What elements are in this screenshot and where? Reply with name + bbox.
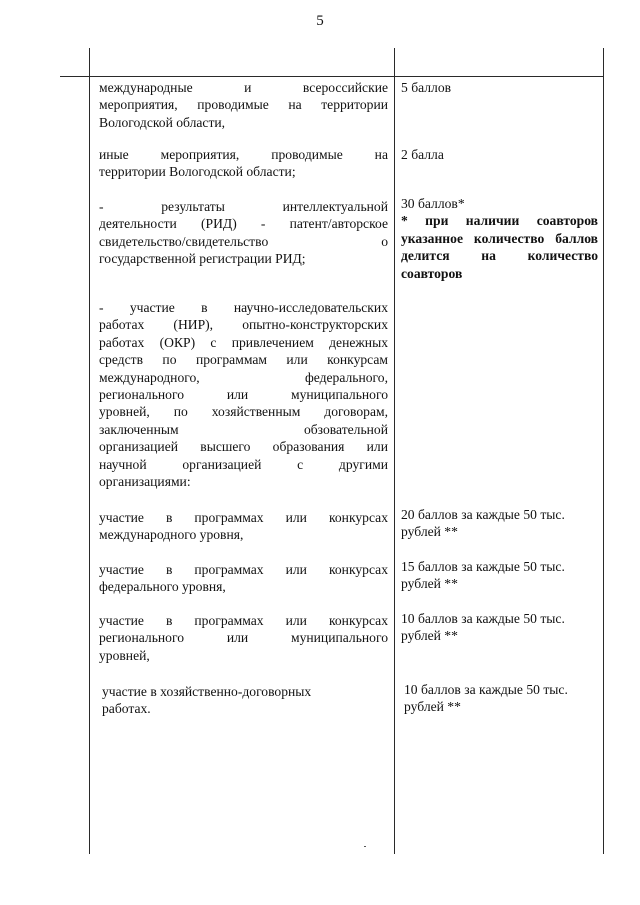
text-line: работах (ОКР) с привлечением денежных	[99, 334, 388, 350]
criterion-international-programs	[99, 509, 388, 544]
score-international-events	[401, 79, 598, 96]
text-line: участие в программах или конкурсах	[99, 613, 388, 628]
criterion-regional-programs	[99, 612, 388, 664]
score-international-programs	[401, 506, 598, 541]
page-number: 5	[316, 13, 324, 29]
text-line: свидетельство/свидетельство о	[99, 233, 388, 249]
text-line: федерального уровня,	[99, 579, 226, 595]
scan-speck	[364, 846, 366, 847]
text-line: уровней,	[99, 647, 150, 663]
text-line: - результаты интеллектуальной	[99, 199, 388, 214]
text-line: работах.	[102, 701, 151, 717]
text-line: участие в программах или конкурсах	[99, 562, 388, 577]
text-line: 2 балла	[401, 147, 444, 162]
text-line: научной организацией с другими	[99, 456, 388, 472]
text-line: государственной регистрации РИД;	[99, 251, 306, 267]
text-line: иные мероприятия, проводимые на	[99, 147, 388, 162]
text-line: международного, федерального,	[99, 369, 388, 385]
text-line: организациями:	[99, 474, 191, 490]
text-line: участие в программах или конкурсах	[99, 510, 388, 525]
text-line: делится на количество	[401, 248, 598, 264]
table-column-divider	[394, 48, 395, 854]
text-line: рублей **	[404, 699, 461, 715]
text-line: работах (НИР), опытно-конструкторских	[99, 317, 388, 333]
table-left-border	[89, 48, 90, 854]
criterion-research-participation	[99, 299, 388, 490]
text-line: 30 баллов*	[401, 196, 465, 211]
text-line: рублей **	[401, 576, 458, 592]
text-line: 10 баллов за каждые 50 тыс.	[404, 682, 568, 697]
text-line: 5 баллов	[401, 80, 452, 95]
text-line: - участие в научно-исследовательских	[99, 300, 388, 315]
text-line: международного уровня,	[99, 527, 244, 543]
text-line: соавторов	[401, 265, 463, 281]
score-contract-work	[404, 681, 601, 716]
criterion-intellectual-results	[99, 198, 388, 268]
score-intellectual-results	[401, 195, 598, 282]
score-federal-programs	[401, 558, 598, 593]
text-line: заключенным обзовательной	[99, 421, 388, 437]
text-line: регионального или муниципального	[99, 630, 388, 646]
text-line: 20 баллов за каждые 50 тыс.	[401, 507, 565, 522]
text-line: участие в хозяйственно-договорных	[102, 684, 312, 699]
table-header-rule	[60, 76, 604, 77]
text-line: организацией высшего образования или	[99, 439, 388, 455]
text-line: деятельности (РИД) - патент/авторское	[99, 216, 388, 232]
criterion-international-events	[99, 79, 388, 131]
criterion-other-events	[99, 146, 388, 181]
criterion-federal-programs	[99, 561, 388, 596]
text-line: мероприятия, проводимые на территории	[99, 97, 388, 113]
text-line: регионального или муниципального	[99, 387, 388, 403]
text-line: 15 баллов за каждые 50 тыс.	[401, 559, 565, 574]
score-regional-programs	[401, 610, 598, 645]
text-line: рублей **	[401, 524, 458, 540]
text-line: средств по программам или конкурсам	[99, 352, 388, 368]
text-line: рублей **	[401, 628, 458, 644]
text-line: 10 баллов за каждые 50 тыс.	[401, 611, 565, 626]
text-line: * при наличии соавторов	[401, 213, 598, 229]
text-line: указанное количество баллов	[401, 230, 598, 246]
table-right-border	[603, 48, 604, 854]
text-line: Вологодской области,	[99, 114, 226, 130]
text-line: территории Вологодской области;	[99, 164, 296, 180]
text-line: международные и всероссийские	[99, 80, 388, 95]
score-other-events	[401, 146, 598, 163]
text-line: уровней, по хозяйственным договорам,	[99, 404, 388, 420]
criterion-contract-work	[102, 683, 382, 718]
